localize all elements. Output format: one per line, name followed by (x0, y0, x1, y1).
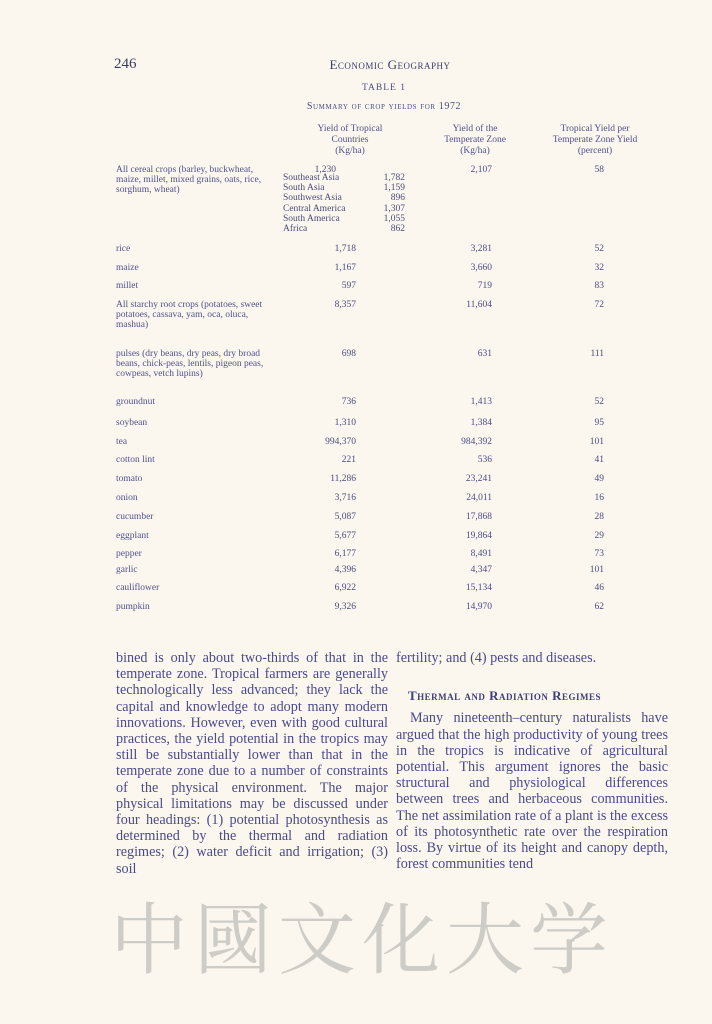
temperate-yield: 984,392 (461, 437, 492, 447)
yield-percent: 29 (594, 531, 604, 541)
body-paragraph: bined is only about two-thirds of that in the temperate zone. Tropical farmers are generally technologically less advanced; they lack the capital and knowledge to adopt many modern innovations. However, even with good cultural practices, the yield potential in the tropics may still be substantially lower than that in the temperate zone due to a number of constraints of the physical environment. The major physical limitations may be discussed under four headings: (1) potential photosynthesis as determined by the thermal and radiation regimes; (2) water deficit and irrigation; (3) soil (116, 650, 388, 877)
column-header-tropical-yield: Yield of Tropical Countries (Kg/ha) (317, 124, 383, 156)
temperate-yield: 3,281 (470, 244, 492, 254)
crop-name: pumpkin (116, 602, 150, 612)
crop-name: groundnut (116, 397, 156, 407)
tropical-yield: 698 (341, 349, 356, 359)
crop-name: soybean (116, 418, 148, 428)
cereal-regional-breakdown (283, 173, 405, 234)
column-header-temperate-yield: Yield of the Temperate Zone (Kg/ha) (444, 124, 506, 156)
region-row (283, 173, 405, 183)
temperate-yield: 23,241 (465, 474, 492, 484)
crop-name: eggplant (116, 531, 149, 541)
yield-percent: 83 (594, 281, 604, 291)
region-yield: 1,055 (383, 213, 405, 224)
crop-name: All starchy root crops (potatoes, sweet potatoes, cassava, yam, oca, oluca, mashua) (116, 300, 263, 331)
region-name: Southeast Asia (283, 173, 340, 183)
tropical-yield: 3,716 (334, 493, 356, 503)
region-name: Central America (283, 203, 346, 214)
tropical-yield: 736 (341, 397, 356, 407)
yield-percent: 46 (594, 583, 604, 593)
crop-name: maize (116, 263, 139, 273)
tropical-yield: 8,357 (334, 300, 356, 310)
page-number: 246 (114, 56, 137, 72)
yield-percent: 16 (594, 493, 604, 503)
body-paragraph-continuation: fertility; and (4) pests and diseases. (396, 650, 597, 666)
temperate-yield: 3,660 (470, 263, 492, 273)
crop-name: tea (116, 437, 128, 447)
temperate-yield: 4,347 (470, 565, 492, 575)
crop-name: cauliflower (116, 583, 160, 593)
temperate-yield: 15,134 (465, 583, 492, 593)
section-heading: Thermal and Radiation Regimes (408, 688, 602, 704)
temperate-yield: 14,970 (465, 602, 492, 612)
region-name: Africa (283, 224, 308, 235)
tropical-yield: 1,230 (314, 165, 336, 175)
yield-percent: 28 (594, 512, 604, 522)
yield-percent: 62 (594, 602, 604, 612)
tropical-yield: 11,286 (330, 474, 356, 484)
crop-name: pulses (dry beans, dry peas, dry broad beans, chick-peas, lentils, pigeon peas, cowpeas, vetch lupins) (116, 349, 264, 380)
tropical-yield: 4,396 (334, 565, 356, 575)
yield-percent: 32 (594, 263, 604, 273)
tropical-yield: 221 (341, 455, 356, 465)
crop-name: garlic (116, 565, 138, 575)
temperate-yield: 11,604 (466, 300, 492, 310)
region-yield: 896 (390, 193, 405, 204)
yield-percent: 73 (594, 549, 604, 559)
crop-name: cucumber (116, 512, 154, 522)
yield-percent: 95 (594, 418, 604, 428)
region-row (283, 224, 405, 234)
column-header-yield-ratio: Tropical Yield per Temperate Zone Yield (percent) (552, 124, 638, 156)
yield-percent: 72 (594, 300, 604, 310)
region-name: South America (283, 213, 340, 224)
yield-percent: 101 (589, 565, 604, 575)
crop-name: All cereal crops (barley, buckwheat, maize, millet, mixed grains, oats, rice, sorghum, wheat) (116, 165, 262, 196)
temperate-yield: 1,413 (470, 397, 492, 407)
region-name: South Asia (283, 183, 325, 194)
crop-name: tomato (116, 474, 143, 484)
temperate-yield: 19,864 (465, 531, 492, 541)
region-yield: 1,159 (383, 183, 405, 194)
table-title: Summary of crop yields for 1972 (306, 101, 462, 112)
body-column-left (116, 650, 388, 877)
crop-name: rice (116, 244, 131, 254)
yield-percent: 111 (590, 349, 604, 359)
region-yield: 1,307 (383, 203, 405, 214)
tropical-yield: 5,677 (334, 531, 356, 541)
tropical-yield: 5,087 (334, 512, 356, 522)
body-paragraph: Many nineteenth–century naturalists have argued that the high productivity of young trees in the tropics is indicative of agricultural potential. This argument ignores the basic structural and physiological differences between trees and herbaceous communities. The net assimilation rate of a plant is the excess of its photosynthetic rate over the respiration loss. By virtue of its height and canopy depth, forest communities tend (396, 710, 668, 873)
tropical-yield: 6,922 (334, 583, 356, 593)
region-yield: 1,782 (383, 173, 405, 183)
region-name: Southwest Asia (283, 193, 342, 204)
region-row (283, 193, 405, 203)
temperate-yield: 2,107 (470, 165, 492, 175)
temperate-yield: 8,491 (470, 549, 492, 559)
region-row (283, 204, 405, 214)
tropical-yield: 597 (341, 281, 356, 291)
tropical-yield: 6,177 (334, 549, 356, 559)
yield-percent: 49 (594, 474, 604, 484)
temperate-yield: 536 (477, 455, 492, 465)
tropical-yield: 994,370 (325, 437, 356, 447)
body-column-right (396, 650, 668, 872)
yield-percent: 101 (589, 437, 604, 447)
yield-percent: 58 (594, 165, 604, 175)
tropical-yield: 1,310 (334, 418, 356, 428)
tropical-yield: 1,718 (334, 244, 356, 254)
watermark: 中國文化大学 (110, 896, 615, 986)
temperate-yield: 17,868 (465, 512, 492, 522)
crop-name: pepper (116, 549, 142, 559)
running-head: Economic Geography (329, 57, 451, 72)
crop-name: onion (116, 493, 138, 503)
region-row (283, 183, 405, 193)
yield-percent: 41 (594, 455, 604, 465)
table-label: TABLE 1 (362, 83, 406, 93)
crop-name: cotton lint (116, 455, 155, 465)
yield-percent: 52 (594, 244, 604, 254)
crop-name: millet (116, 281, 139, 291)
temperate-yield: 631 (477, 349, 492, 359)
temperate-yield: 719 (477, 281, 492, 291)
tropical-yield: 1,167 (334, 263, 356, 273)
temperate-yield: 1,384 (470, 418, 492, 428)
region-row (283, 214, 405, 224)
tropical-yield: 9,326 (334, 602, 356, 612)
yield-percent: 52 (594, 397, 604, 407)
temperate-yield: 24,011 (466, 493, 492, 503)
region-yield: 862 (390, 224, 405, 235)
